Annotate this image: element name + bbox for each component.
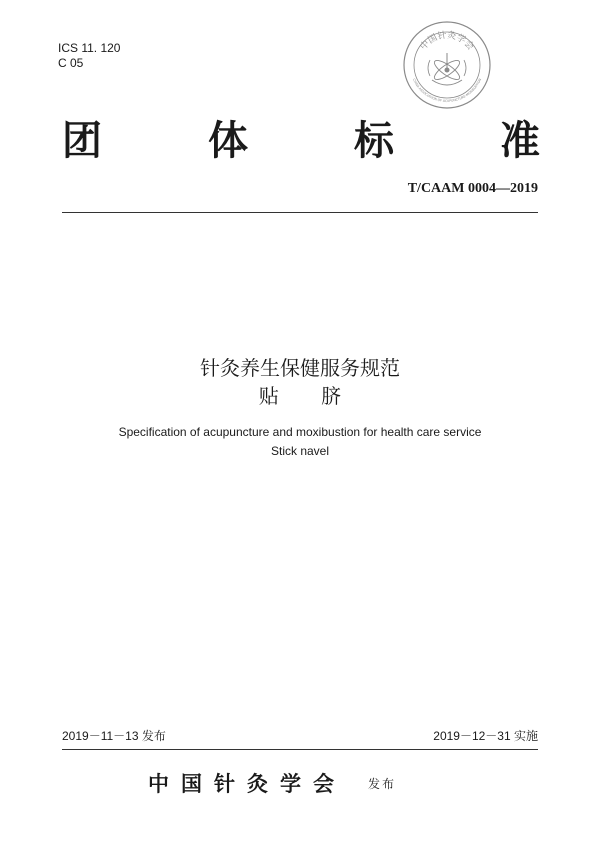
publisher: [148, 768, 396, 798]
publisher-action: 发布: [368, 776, 397, 791]
svg-text:CHINA ASSOCIATION OF ACUPUNCTU: CHINA ASSOCIATION OF ACUPUNCTURE-MOXIBUSTION: [411, 77, 483, 104]
chinese-title: 针灸养生保健服务规范: [200, 356, 400, 380]
ccs-code: C 05: [58, 56, 84, 70]
document-type-char: 标: [354, 118, 394, 164]
document-type-char: 准: [500, 118, 540, 164]
issue-date: 2019－11－13 发布: [62, 729, 166, 743]
standard-number: T/CAAM 0004—2019: [407, 181, 538, 196]
chinese-subtitle: 贴 脐: [258, 384, 360, 408]
english-title: Specification of acupuncture and moxibustion for health care service: [118, 425, 482, 439]
association-seal-logo: [402, 20, 492, 110]
document-type-char: 团: [62, 118, 102, 164]
header-divider: [62, 212, 538, 213]
english-subtitle: Stick navel: [270, 444, 330, 458]
document-type-char: 体: [208, 118, 248, 164]
implementation-date: 2019－12－31 实施: [433, 729, 538, 743]
footer-divider: [62, 749, 538, 750]
ics-code: ICS 11. 120: [58, 41, 121, 55]
svg-text:中国针灸学会: 中国针灸学会: [418, 30, 476, 53]
document-type-title: [62, 118, 540, 164]
publisher-name: 中国针灸学会: [148, 771, 346, 796]
